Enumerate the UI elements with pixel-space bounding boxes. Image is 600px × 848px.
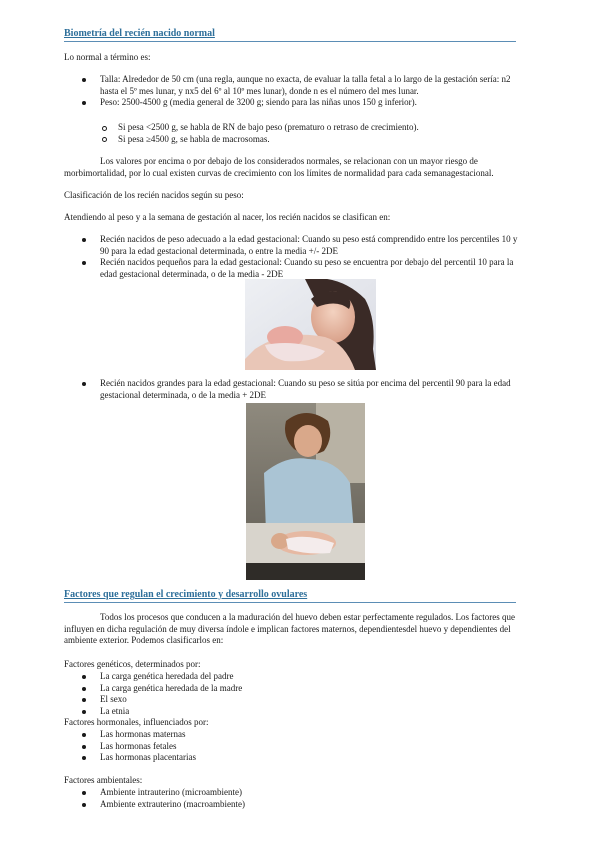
list-item: Si pesa <2500 g, se habla de RN de bajo peso (prematuro o retraso de crecimiento). — [118, 122, 538, 134]
bullet-icon — [82, 698, 86, 702]
mother-newborn-photo — [245, 279, 376, 370]
list-item: Si pesa ≥4500 g, se habla de macrosomas. — [118, 134, 538, 146]
list-item: Las hormonas maternas — [100, 729, 520, 741]
classification-list — [100, 234, 520, 280]
bullet-icon — [82, 733, 86, 737]
intro-text: Lo normal a término es: — [64, 52, 151, 62]
paragraph-procesos: Todos los procesos que conducen a la maduración del huevo deben estar perfectamente regulados. Los factores que influyen en dicha regulación de muy diversa índole e implican factores maternos, dependientesdel huevo y dependientes del ambiente exterior. Podemos clasificarlos en: — [64, 612, 515, 645]
bullet-icon — [102, 126, 107, 131]
section-title-factores: Factores que regulan el crecimiento y desarrollo ovulares — [64, 589, 516, 603]
biometry-list — [100, 74, 520, 109]
paragraph-atendiendo: Atendiendo al peso y a la semana de gestación al nacer, los recién nacidos se clasifican en: — [64, 212, 391, 222]
list-item: La carga genética heredada del padre — [100, 671, 520, 683]
list-item: El sexo — [100, 694, 520, 706]
section-title-biometria: Biometría del recién nacido normal — [64, 28, 516, 42]
bullet-icon — [82, 101, 86, 105]
list-item: Las hormonas placentarias — [100, 752, 520, 764]
bullet-icon — [82, 238, 86, 242]
nurse-newborn-photo — [246, 403, 365, 580]
bullet-icon — [82, 261, 86, 265]
bullet-icon — [82, 78, 86, 82]
list-item: Ambiente extrauterino (macroambiente) — [100, 799, 520, 811]
bullet-icon — [82, 791, 86, 795]
weight-sublist — [118, 122, 538, 145]
hormonal-label: Factores hormonales, influenciados por: — [64, 717, 209, 727]
list-item: Recién nacidos de peso adecuado a la edad gestacional: Cuando su peso está comprendido entre los percentiles 10 y 90 para la edad gestacional determinada, o entre la media +/- 2DE — [100, 234, 520, 257]
list-item: Recién nacidos grandes para la edad gestacional: Cuando su peso se sitúa por encima del percentil 90 para la edad gestacional determinada, o de la media + 2DE — [100, 378, 520, 401]
genetic-label: Factores genéticos, determinados por: — [64, 659, 201, 669]
list-item: Recién nacidos pequeños para la edad gestacional: Cuando su peso se encuentra por debajo del percentil 10 para la edad gestacional determinada, o de la media - 2DE — [100, 257, 520, 280]
list-item: Las hormonas fetales — [100, 741, 520, 753]
list-item: La etnia — [100, 706, 520, 718]
bullet-icon — [102, 137, 107, 142]
hormonal-list — [100, 729, 520, 764]
environmental-label: Factores ambientales: — [64, 775, 143, 785]
environmental-list — [100, 787, 520, 810]
bullet-icon — [82, 745, 86, 749]
bullet-icon — [82, 710, 86, 714]
bullet-icon — [82, 382, 86, 386]
genetic-list — [100, 671, 520, 717]
list-item: La carga genética heredada de la madre — [100, 683, 520, 695]
bullet-icon — [82, 756, 86, 760]
bullet-icon — [82, 687, 86, 691]
list-item: Talla: Alrededor de 50 cm (una regla, aunque no exacta, de evaluar la talla fetal a lo largo de la gestación sería: n2 hasta el 5º mes lunar, y nx5 del 6º al 10º mes lunar), donde n es el número del mes lunar. — [100, 74, 520, 97]
bullet-icon — [82, 675, 86, 679]
list-item: Ambiente intrauterino (microambiente) — [100, 787, 520, 799]
large-newborn-list — [100, 378, 520, 401]
paragraph-morbimortalidad: Los valores por encima o por debajo de los considerados normales, se relacionan con un mayor riesgo de morbimortalidad, por lo cual existen curvas de crecimiento con los límites de normalidad para cada semanagestacional. — [64, 156, 494, 178]
bullet-icon — [82, 803, 86, 807]
list-item: Peso: 2500-4500 g (media general de 3200 g; siendo para las niñas unos 150 g inferior). — [100, 97, 520, 109]
paragraph-clasificacion: Clasificación de los recién nacidos según su peso: — [64, 190, 244, 200]
